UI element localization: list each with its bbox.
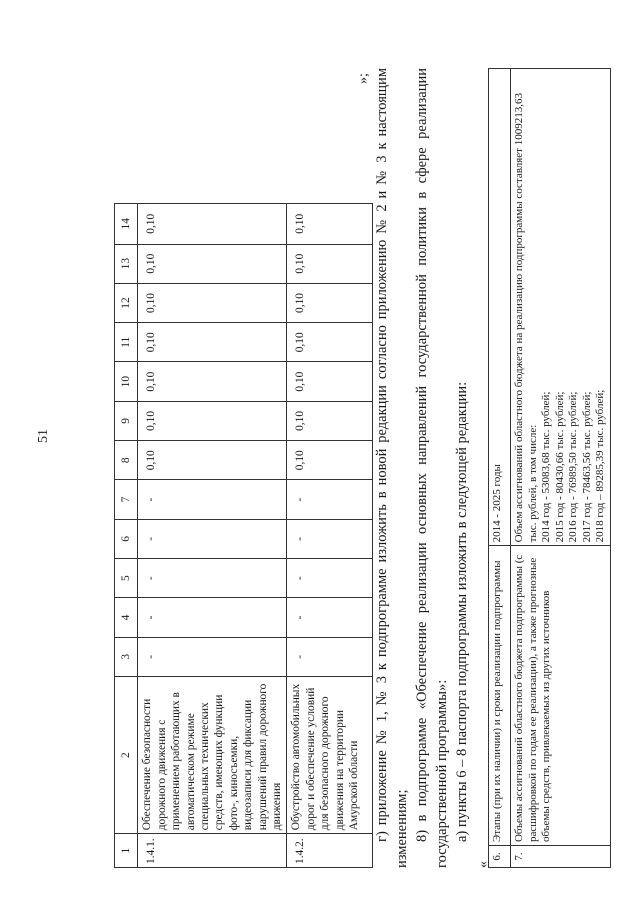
cell-value: - [138,598,287,637]
cell-value: - [287,559,373,598]
paragraph-g: г) приложение № 1, № 3 к подпрограмме изложить в новой редакции согласно приложению № 2 и № 3 к настоящим изменениям; [374,68,410,868]
row-number: 1.4.1. [138,834,287,868]
cell-value: - [287,598,373,637]
cell-value: 0,10 [138,362,287,401]
cell-value: 0,10 [138,244,287,283]
table-row [489,69,511,868]
col-header: 11 [115,323,138,362]
cell-value: 0,10 [287,401,373,440]
paragraph-8: 8) в подпрограмме «Обеспечение реализации основных направлений государственной политики в сфере реализации государственной программы»: [414,68,450,868]
row-description: Обеспечение безопасности дорожного движения с применением работающих в автоматическом режиме специальных технических средств, имеющих функции фото-, киносъемки, видеозаписи для фиксации нарушений правил дорожного движения [138,676,287,833]
cell-value: 0,10 [287,362,373,401]
cell-value: - [138,559,287,598]
value-line: 2018 год – 89285,39 тыс. рублей; [594,389,606,543]
paragraph-a: а) пункты 6 – 8 паспорта подпрограммы изложить в следующей редакции: [454,381,470,842]
cell-value: - [287,480,373,519]
col-header: 3 [115,637,138,676]
cell-value: 0,10 [287,441,373,480]
passport-table [488,68,611,868]
rotated-page-content [114,68,634,868]
col-header: 10 [115,362,138,401]
col-header: 2 [115,676,138,833]
col-header: 7 [115,480,138,519]
row-label: Этапы (при их наличии) и сроки реализации подпрограммы [489,546,511,846]
row-number: 7. [511,846,611,868]
col-header: 12 [115,283,138,322]
col-header: 8 [115,441,138,480]
cell-value: - [138,637,287,676]
cell-value: 0,10 [138,283,287,322]
cell-value: 0,10 [287,204,373,245]
opening-quote: « [476,861,491,868]
col-header: 14 [115,204,138,245]
table-header-row [115,204,138,868]
col-header: 9 [115,401,138,440]
cell-value: - [287,637,373,676]
cell-value: 0,10 [138,401,287,440]
value-line: 2017 год - 78463,56 тыс. рублей; [580,391,593,543]
cell-value: 0,10 [287,283,373,322]
row-description: Обустройство автомобильных дорог и обеспечение условий для безопасного дорожного движения на территории Амурской области [287,676,373,833]
cell-value: - [138,519,287,558]
col-header: 5 [115,559,138,598]
cell-value: 0,10 [287,244,373,283]
cell-value: 0,10 [138,323,287,362]
cell-value: - [287,519,373,558]
col-header: 6 [115,519,138,558]
row-number: 6. [489,846,511,868]
row-value [511,69,611,546]
row-number: 1.4.2. [287,834,373,868]
value-line: Объем ассигнований областного бюджета на реализацию подпрограммы составляет 1009213,63 тыс. рублей, в том числе: [513,93,539,543]
row-value [489,69,511,546]
table-row [287,204,373,868]
col-header: 1 [115,834,138,868]
value-line: 2016 год - 76989,50 тыс. рублей; [567,391,579,543]
value-line: 2015 год - 80430,66 тыс. рублей; [553,391,566,543]
table-row [138,204,287,868]
table-row [511,69,611,868]
cell-value: 0,10 [138,441,287,480]
measures-table [114,203,373,868]
cell-value: 0,10 [138,204,287,245]
value-line: 2014 год - 53083,68 тыс. рублей; [540,391,552,543]
value-line: 2014 - 2025 годы [491,464,503,543]
page-number: 51 [36,429,51,443]
cell-value: - [138,480,287,519]
col-header: 13 [115,244,138,283]
row-label: Объемы ассигнований областного бюджета подпрограммы (с расшифровкой по годам ее реализации), а также прогнозные объемы средств, привлекаемых из других источников [511,546,611,846]
cell-value: 0,10 [287,323,373,362]
closing-mark: »; [356,73,371,84]
col-header: 4 [115,598,138,637]
